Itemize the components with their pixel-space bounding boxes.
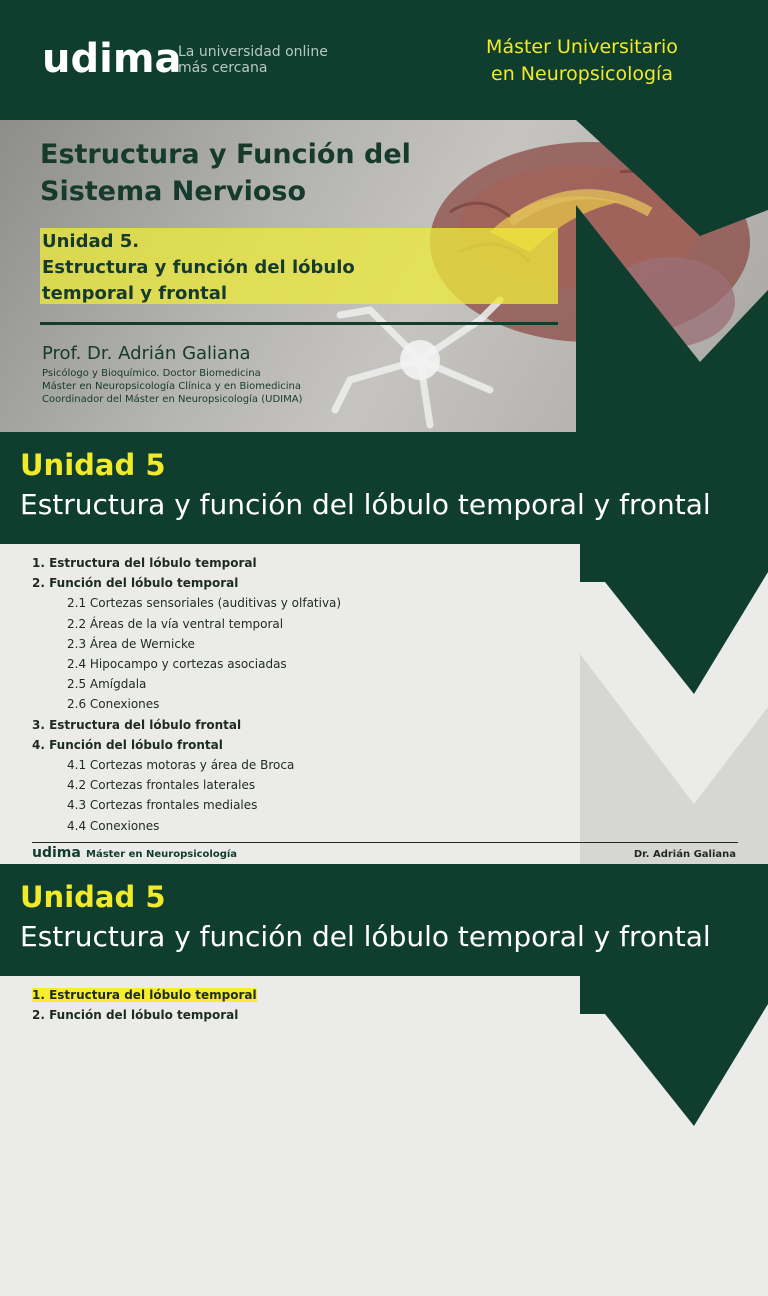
toc-subitem: 2.6 Conexiones [67, 697, 160, 712]
professor-name: Prof. Dr. Adrián Galiana [42, 343, 251, 364]
unit-title: Estructura y función del lóbulo temporal y frontal [20, 488, 711, 521]
udima-logo: udima [42, 36, 182, 82]
toc-item-highlighted: 1. Estructura del lóbulo temporal [32, 988, 257, 1002]
footer-author: Dr. Adrián Galiana [633, 849, 736, 860]
toc-subitem: 4.4 Conexiones [67, 818, 160, 833]
unit-label: Unidad 5 [20, 448, 166, 482]
table-of-contents [32, 985, 257, 1025]
table-of-contents [32, 553, 341, 836]
footer-divider [32, 842, 738, 843]
toc-subitem: 2.4 Hipocampo y cortezas asociadas [67, 657, 287, 672]
toc-subitem: 2.5 Amígdala [67, 677, 147, 692]
toc-item: 2. Función del lóbulo temporal [32, 576, 239, 591]
agenda-slide-highlighted [0, 864, 768, 1296]
toc-subitem: 2.2 Áreas de la vía ventral temporal [67, 616, 284, 631]
footer-master-label: Máster en Neuropsicología [86, 849, 238, 860]
unit-title-box: Unidad 5. Estructura y función del lóbulo temporal y frontal [40, 228, 558, 304]
agenda-slide [0, 432, 768, 864]
toc-item: 3. Estructura del lóbulo frontal [32, 717, 242, 732]
unit-title: Estructura y función del lóbulo temporal y frontal [20, 920, 711, 953]
toc-subitem: 4.1 Cortezas motoras y área de Broca [67, 758, 295, 773]
logo-tagline: La universidad online más cercana [178, 44, 328, 76]
unit-label: Unidad 5 [20, 880, 166, 914]
toc-item: 2. Función del lóbulo temporal [32, 1008, 239, 1023]
title-divider [40, 322, 558, 325]
toc-item: 4. Función del lóbulo frontal [32, 737, 223, 752]
toc-subitem: 2.1 Cortezas sensoriales (auditivas y olfativa) [67, 596, 342, 611]
course-title: Estructura y Función del Sistema Nervioso [40, 139, 411, 207]
toc-item: 1. Estructura del lóbulo temporal [32, 556, 257, 570]
professor-credentials: Psicólogo y Bioquímico. Doctor Biomedicina Máster en Neuropsicología Clínica y en Biomedicina Coordinador del Máster en Neuropsicología (UDIMA) [42, 368, 303, 405]
master-program-title: Máster Universitario en Neuropsicología [486, 36, 678, 85]
toc-subitem: 2.3 Área de Wernicke [67, 636, 195, 651]
footer-udima-logo: udima [32, 845, 81, 861]
toc-subitem: 4.3 Cortezas frontales mediales [67, 798, 258, 813]
cover-slide [0, 0, 768, 432]
toc-subitem: 4.2 Cortezas frontales laterales [67, 778, 256, 793]
